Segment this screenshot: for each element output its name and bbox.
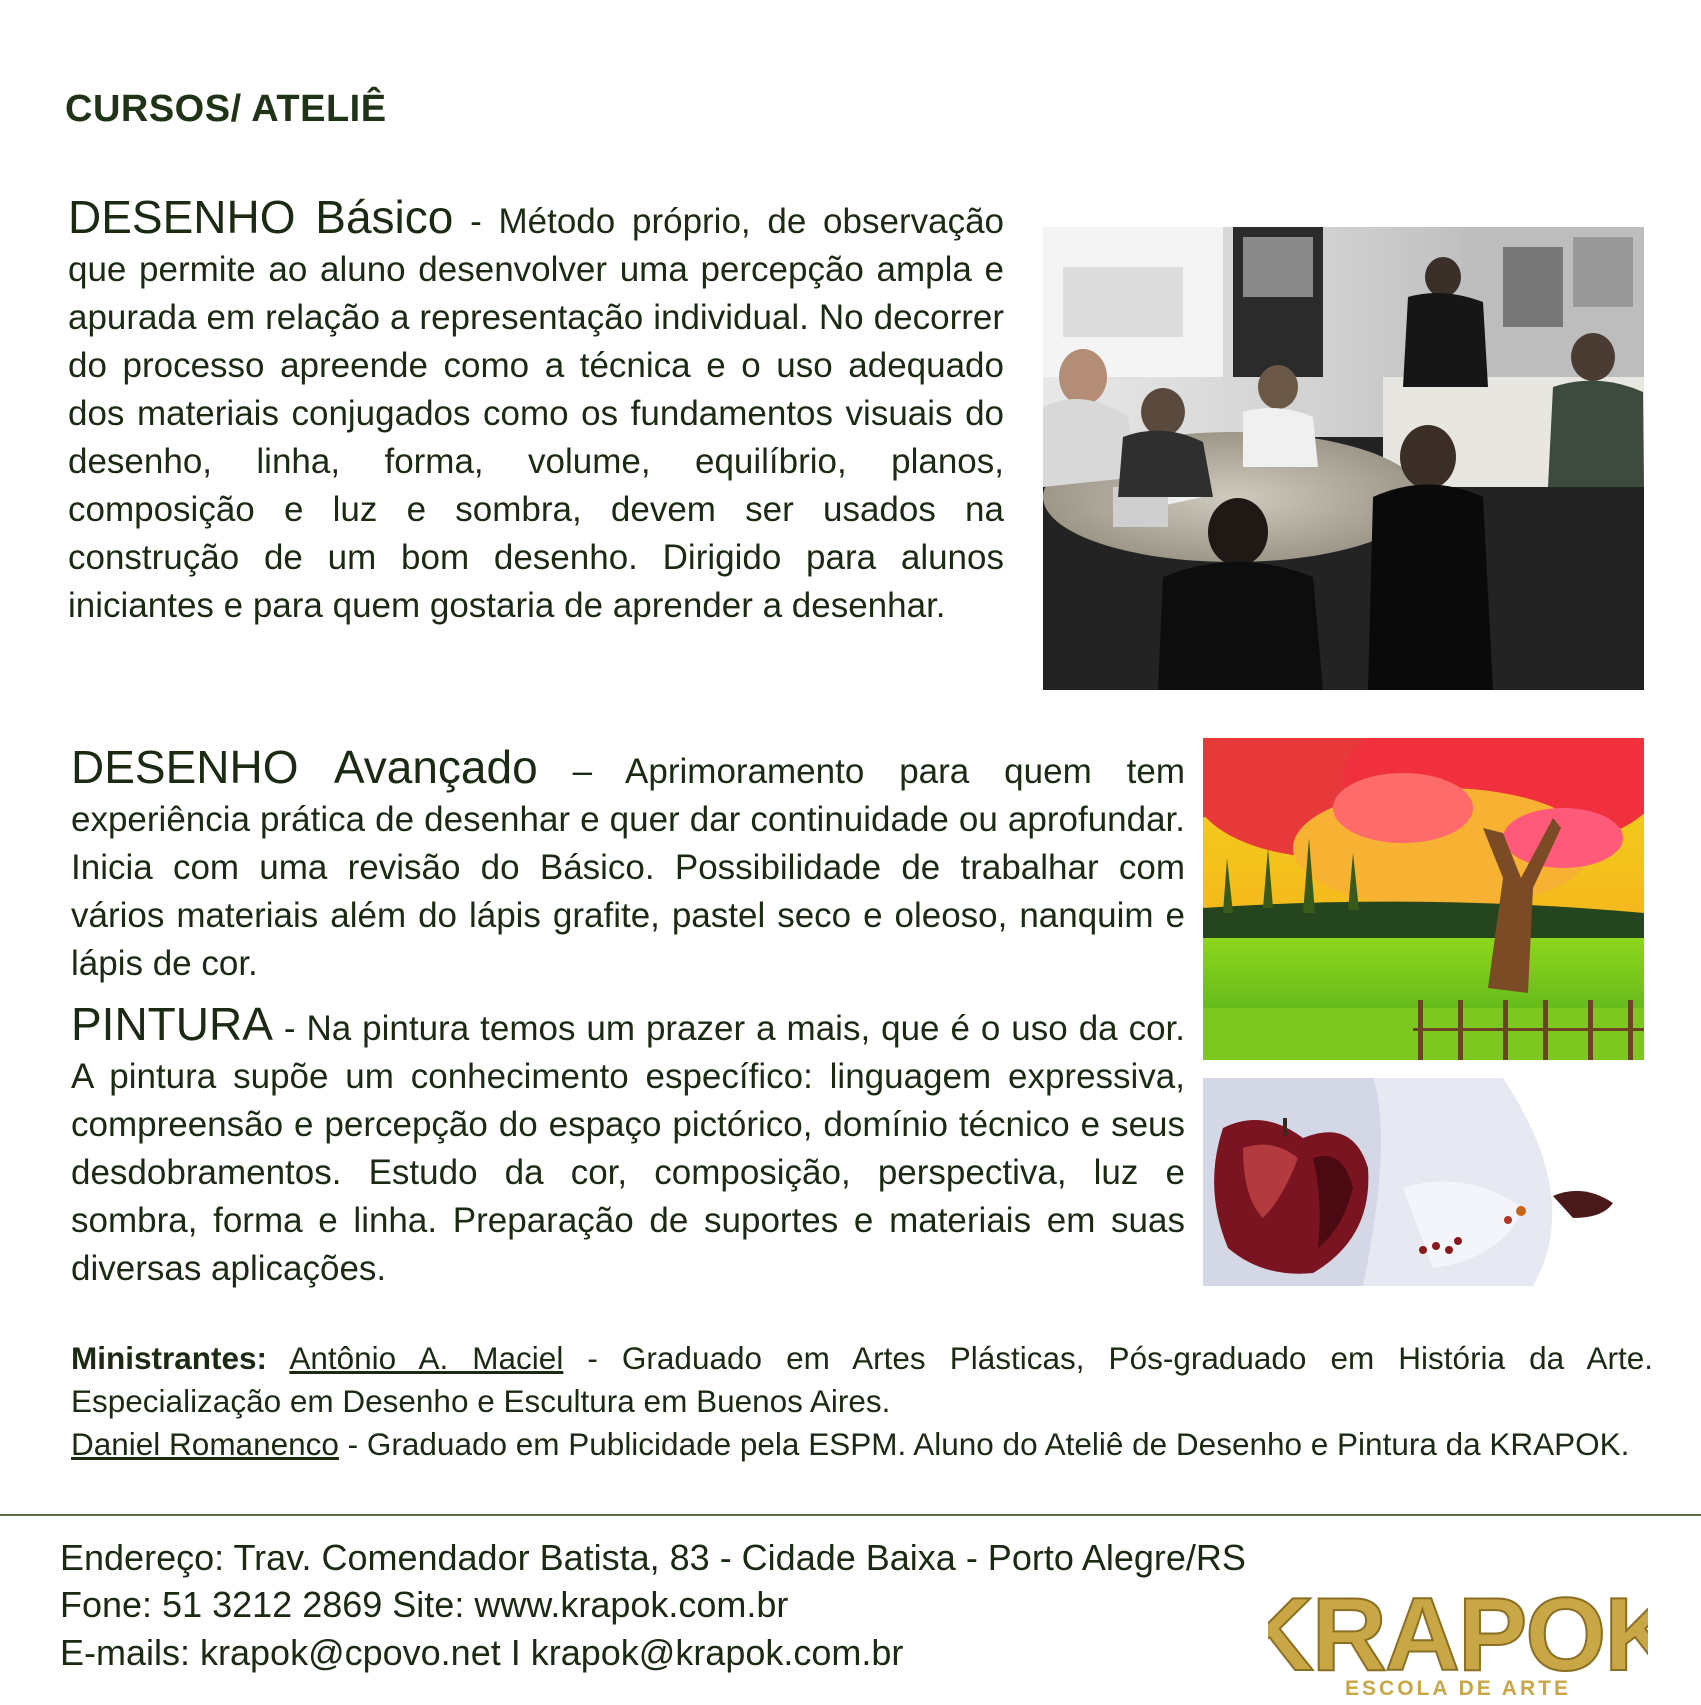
apple-drawing-image [1203,1078,1644,1286]
course-description: Aprimoramento para quem tem experiência prática de desenhar e quer dar continuidade ou aprofundar. Inicia com uma revisão do Básico. Possibilidade de trabalhar com vários materiais além do lápis grafite, pastel seco e oleoso, nanquim e lápis de cor. [71,752,1185,983]
course-desenho-basico [68,193,1004,630]
footer-address: Endereço: Trav. Comendador Batista, 83 - Cidade Baixa - Porto Alegre/RS [60,1537,1246,1578]
instructor-bio: - Graduado em Publicidade pela ESPM. Aluno do Ateliê de Desenho e Pintura da KRAPOK. [338,1426,1630,1462]
instructor-name-link[interactable]: Daniel Romanenco [71,1426,339,1462]
footer-phone-site: Fone: 51 3212 2869 Site: www.krapok.com.br [60,1584,789,1625]
instructor-name-link[interactable]: Antônio A. Maciel [289,1340,564,1376]
ministrantes-label: Ministrantes: [71,1340,268,1376]
course-separator: – [537,752,626,791]
svg-text:ESCOLA DE ARTE: ESCOLA DE ARTE [1345,1677,1571,1700]
course-heading: DESENHO Avançado [71,741,538,793]
course-description: Método próprio, de observação que permite ao aluno desenvolver uma percepção ampla e apurada em relação a representação individual. No decorrer do processo apreende como a técnica e o uso adequado dos materiais conjugados como os fundamentos visuais do desenho, linha, forma, volume, equilíbrio, planos, composição e luz e sombra, devem ser usados na construção de um bom desenho. Dirigido para alunos iniciantes e para quem gostaria de aprender a desenhar. [68,202,1005,625]
course-heading: DESENHO Básico [68,191,454,243]
course-separator: - [453,202,499,241]
krapok-logo [1268,1578,1648,1700]
classroom-photo [1043,227,1644,690]
page-title: CURSOS/ ATELIÊ [65,88,387,130]
footer-emails: E-mails: krapok@cpovo.net I krapok@krapok.com.br [60,1632,904,1673]
course-desenho-avancado [71,743,1185,988]
tree-painting-image [1203,738,1644,1060]
footer-divider [0,1514,1701,1516]
course-separator: - [272,1009,307,1048]
course-description: Na pintura temos um prazer a mais, que é o uso da cor. A pintura supõe um conhecimento específico: linguagem expressiva, compreensão e percepção do espaço pictórico, domínio técnico e seus desdobramentos. Estudo da cor, composição, perspectiva, luz e sombra, forma e linha. Preparação de suportes e materiais em suas diversas aplicações. [71,1009,1185,1288]
instructor-bio: - Graduado em Artes Plásticas, Pós-graduado em História da Arte. Especialização em Desenho e Escultura em Buenos Aires. [71,1340,1653,1419]
course-pintura [71,1000,1185,1293]
svg-text:KRAPOK: KRAPOK [1268,1578,1648,1693]
ministrantes-section [71,1337,1653,1466]
course-heading: PINTURA [71,998,273,1050]
